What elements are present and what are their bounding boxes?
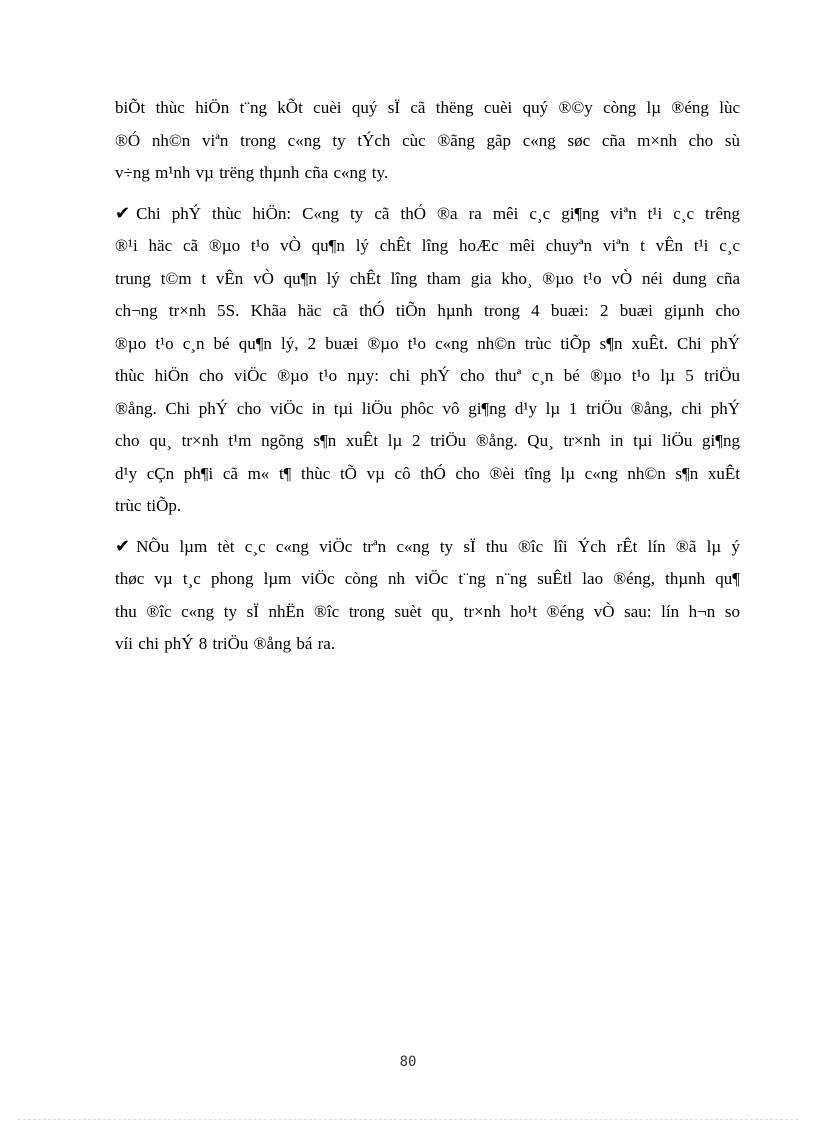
line-text: thu ®îc c«ng ty sÏ nhËn ®îc trong suèt qu¸ tr×nh ho¹t ®éng vÒ sau: lín h¬n so: [115, 601, 740, 621]
line-text: ®Ó nh©n viªn trong c«ng ty tÝch cùc ®ãng gãp c«ng søc cña m×nh cho sù: [115, 130, 740, 150]
page-number: 80: [399, 1054, 417, 1070]
line-text: trùc tiÕp.: [115, 496, 182, 515]
paragraph-line: [115, 263, 740, 296]
line-text: v÷ng m¹nh vµ trëng thµnh cña c«ng ty.: [115, 163, 389, 182]
body-paragraph: [115, 92, 740, 190]
line-text: biÕt thùc hiÖn t¨ng kÕt cuèi quý sÏ cã thëng cuèi quý ®©y còng lµ ®éng lùc: [115, 98, 740, 117]
body-paragraph: [115, 531, 740, 661]
paragraph-line: [115, 563, 740, 596]
paragraph-line: [115, 92, 740, 125]
paragraph-line: [115, 230, 740, 263]
line-text: trung t©m t vÊn vÒ qu¶n lý chÊt lîng tham gia kho¸ ®µo t¹o vÒ néi dung cña: [115, 268, 740, 288]
paragraph-line: [115, 425, 740, 458]
page-bottom-divider: [18, 1119, 798, 1120]
document-body: [115, 92, 740, 669]
line-text: thøc vµ t¸c phong lµm viÖc còng nh viÖc t¨ng n¨ng suÊtl lao ®éng, thµnh qu¶: [115, 569, 740, 588]
paragraph-line: [115, 360, 740, 393]
paragraph-line: [115, 328, 740, 361]
line-text: cho qu¸ tr×nh t¹m ngõng s¶n xuÊt lµ 2 triÖu ®ång. Qu¸ tr×nh in tµi liÖu gi¶ng: [115, 431, 740, 450]
paragraph-line: [115, 125, 740, 158]
paragraph-line: [115, 295, 740, 328]
line-text: ®µo t¹o c¸n bé qu¶n lý, 2 buæi ®µo t¹o c«ng nh©n trùc tiÕp s¶n xuÊt. Chi phÝ: [115, 333, 740, 353]
paragraph-line: [115, 628, 740, 661]
line-text: NÕu lµm tèt c¸c c«ng viÖc trªn c«ng ty sÏ thu ®îc lîi Ých rÊt lín ®ã lµ ý: [136, 536, 740, 556]
line-text: víi chi phÝ 8 triÖu ®ång bá ra.: [115, 634, 336, 653]
checkmark-icon: ✔: [115, 202, 131, 224]
paragraph-line: [115, 596, 740, 629]
paragraph-line: [115, 490, 740, 523]
line-text: ®¹i häc cã ®µo t¹o vÒ qu¶n lý chÊt lîng hoÆc mêi chuyªn viªn t vÊn t¹i c¸c: [115, 236, 740, 255]
line-text: thùc hiÖn cho viÖc ®µo t¹o nµy: chi phÝ cho thuª c¸n bé ®µo t¹o lµ 5 triÖu: [115, 366, 740, 385]
line-text: ch¬ng tr×nh 5S. Khãa häc cã thÓ tiÕn hµnh trong 4 buæi: 2 buæi giµnh cho: [115, 301, 740, 320]
body-paragraph: [115, 198, 740, 523]
line-text: d¹y cÇn ph¶i cã m« t¶ thùc tÕ vµ cô thÓ cho ®èi tîng lµ c«ng nh©n s¶n xuÊt: [115, 463, 740, 483]
paragraph-line: [115, 157, 740, 190]
checkmark-icon: ✔: [115, 535, 131, 557]
line-text: Chi phÝ thùc hiÖn: C«ng ty cã thÓ ®a ra mêi c¸c gi¶ng viªn t¹i c¸c trêng: [136, 203, 740, 223]
paragraph-line: [115, 393, 740, 426]
paragraph-line: [115, 198, 740, 231]
paragraph-line: [115, 458, 740, 491]
paragraph-line: [115, 531, 740, 564]
line-text: ®ång. Chi phÝ cho viÖc in tµi liÖu phôc vô gi¶ng d¹y lµ 1 triÖu ®ång, chi phÝ: [115, 398, 740, 418]
